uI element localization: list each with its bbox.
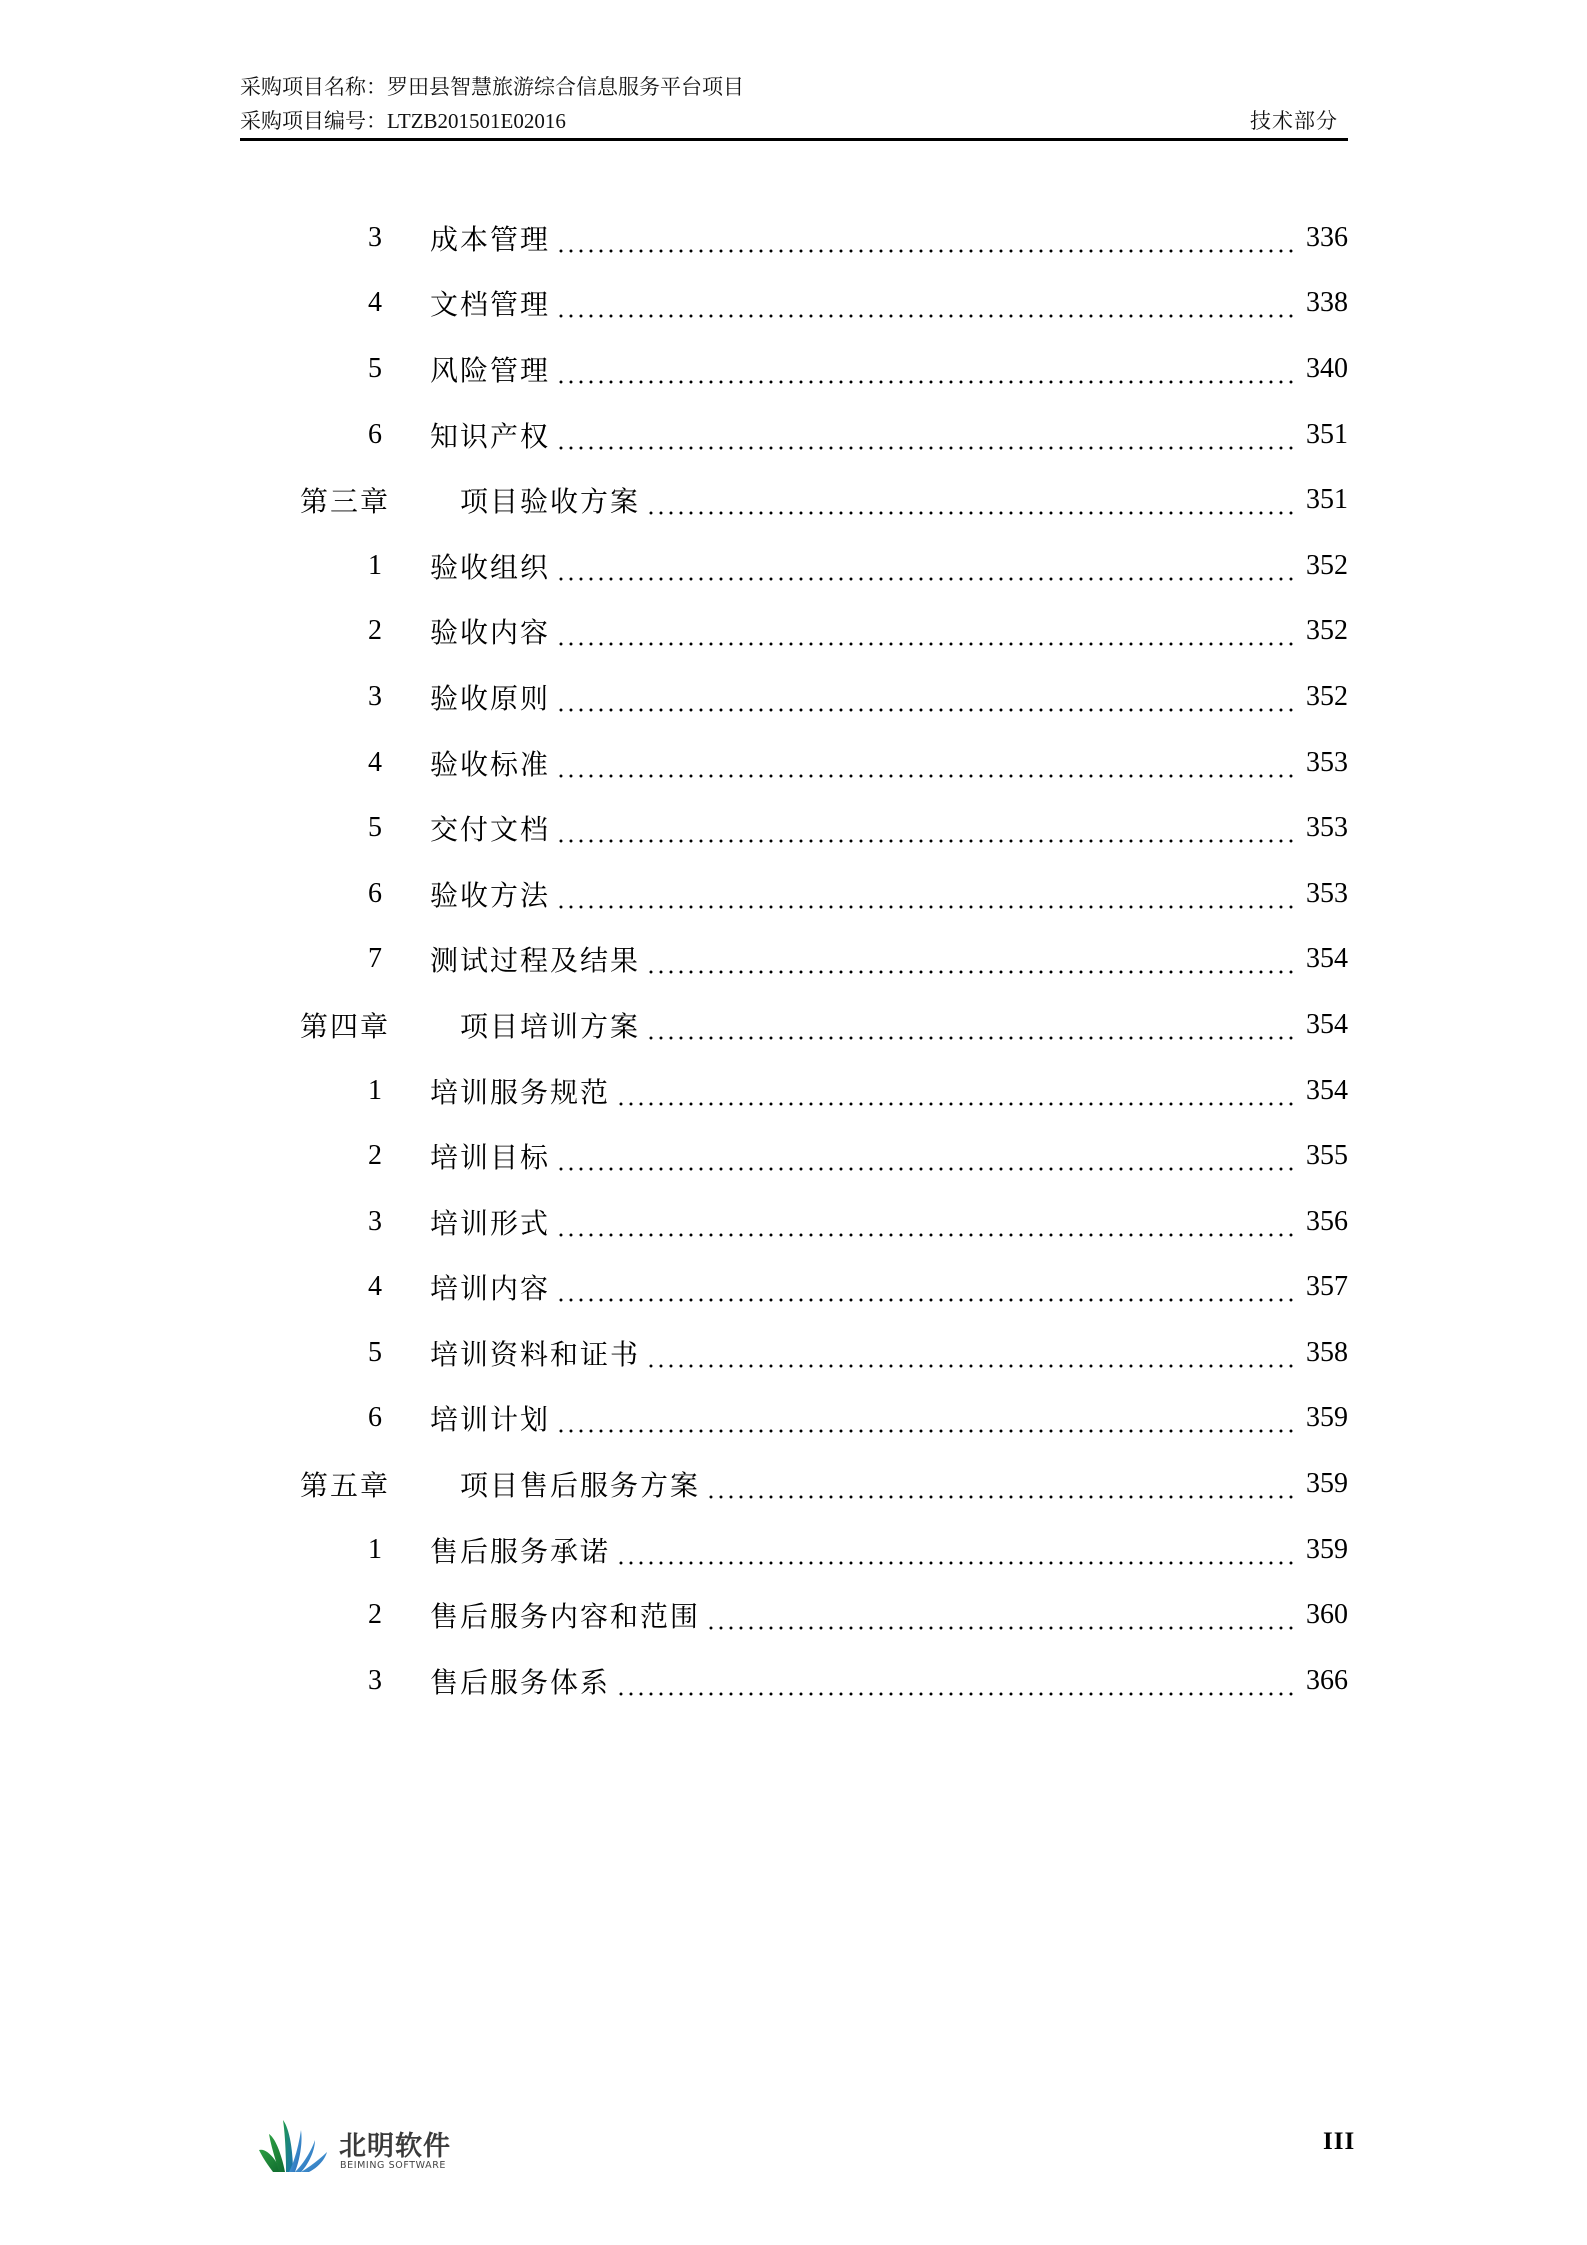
toc-entry-number: 4 <box>368 287 382 319</box>
dot-leader <box>616 1669 1294 1697</box>
toc-section-entry[interactable] <box>300 1255 1348 1321</box>
toc-section-entry[interactable] <box>300 336 1348 402</box>
toc-entry-page: 366 <box>1306 1664 1348 1696</box>
toc-entry-number: 1 <box>368 549 382 581</box>
dot-leader <box>556 226 1294 254</box>
toc-entry-page: 357 <box>1306 1271 1348 1303</box>
brand-name-cn: 北明软件 <box>339 2131 451 2162</box>
toc-entry-page: 353 <box>1306 746 1348 778</box>
toc-entry-title: 验收内容 <box>430 618 551 650</box>
toc-section-entry[interactable] <box>300 1517 1348 1583</box>
table-of-contents <box>300 205 1348 1714</box>
toc-entry-title: 项目验收方案 <box>460 487 641 519</box>
toc-entry-page: 354 <box>1306 1008 1348 1040</box>
toc-section-entry[interactable] <box>300 402 1348 468</box>
toc-entry-number: 1 <box>368 1533 382 1565</box>
dot-leader <box>556 423 1294 451</box>
toc-section-entry[interactable] <box>300 271 1348 337</box>
toc-entry-page: 354 <box>1306 943 1348 975</box>
dot-leader <box>556 1406 1294 1434</box>
toc-entry-number: 5 <box>368 812 382 844</box>
toc-entry-title: 验收原则 <box>430 683 551 715</box>
toc-entry-page: 356 <box>1306 1205 1348 1237</box>
toc-entry-title: 验收方法 <box>430 880 551 912</box>
toc-entry-page: 336 <box>1306 221 1348 253</box>
toc-entry-number: 3 <box>368 1205 382 1237</box>
toc-section-entry[interactable] <box>300 599 1348 665</box>
toc-entry-title: 文档管理 <box>430 290 551 322</box>
toc-entry-number: 7 <box>368 943 382 975</box>
toc-entry-number: 3 <box>368 1664 382 1696</box>
dot-leader <box>556 291 1294 319</box>
brand-name-en: BEIMING SOFTWARE <box>340 2160 446 2171</box>
toc-entry-page: 360 <box>1306 1599 1348 1631</box>
project-number: 采购项目编号：LTZB201501E02016 <box>240 109 566 133</box>
toc-entry-page: 352 <box>1306 549 1348 581</box>
toc-section-entry[interactable] <box>300 533 1348 599</box>
toc-section-entry[interactable] <box>300 1648 1348 1714</box>
company-logo <box>255 2118 485 2178</box>
toc-entry-title: 培训内容 <box>430 1274 551 1306</box>
toc-entry-title: 交付文档 <box>430 815 551 847</box>
dot-leader <box>646 1341 1294 1369</box>
toc-entry-title: 培训服务规范 <box>430 1077 611 1109</box>
toc-entry-title: 测试过程及结果 <box>430 946 641 978</box>
section-label: 技术部分 <box>1250 109 1338 133</box>
toc-entry-number: 6 <box>368 1402 382 1434</box>
toc-entry-number: 6 <box>368 877 382 909</box>
toc-entry-number: 第四章 <box>300 1011 391 1043</box>
toc-entry-page: 353 <box>1306 877 1348 909</box>
dot-leader <box>556 1275 1294 1303</box>
toc-entry-title: 售后服务内容和范围 <box>430 1602 701 1634</box>
toc-chapter-entry[interactable] <box>300 992 1348 1058</box>
toc-section-entry[interactable] <box>300 1189 1348 1255</box>
toc-entry-title: 售后服务承诺 <box>430 1536 611 1568</box>
toc-entry-number: 3 <box>368 221 382 253</box>
toc-section-entry[interactable] <box>300 664 1348 730</box>
dot-leader <box>556 1210 1294 1238</box>
toc-entry-page: 351 <box>1306 418 1348 450</box>
dot-leader <box>556 619 1294 647</box>
toc-section-entry[interactable] <box>300 1320 1348 1386</box>
toc-entry-number: 1 <box>368 1074 382 1106</box>
toc-entry-number: 第五章 <box>300 1471 391 1503</box>
toc-entry-page: 359 <box>1306 1533 1348 1565</box>
toc-entry-page: 340 <box>1306 352 1348 384</box>
toc-entry-number: 2 <box>368 1140 382 1172</box>
toc-entry-title: 培训计划 <box>430 1405 551 1437</box>
dot-leader <box>646 488 1294 516</box>
toc-entry-title: 成本管理 <box>430 224 551 256</box>
toc-entry-title: 项目培训方案 <box>460 1011 641 1043</box>
dot-leader <box>646 1013 1294 1041</box>
dot-leader <box>706 1603 1294 1631</box>
dot-leader <box>556 357 1294 385</box>
beiming-leaf-logo-icon <box>255 2118 331 2174</box>
toc-entry-number: 5 <box>368 1336 382 1368</box>
toc-entry-title: 验收标准 <box>430 749 551 781</box>
toc-section-entry[interactable] <box>300 795 1348 861</box>
toc-entry-page: 354 <box>1306 1074 1348 1106</box>
page-header <box>240 72 1348 142</box>
dot-leader <box>556 882 1294 910</box>
dot-leader <box>646 947 1294 975</box>
toc-section-entry[interactable] <box>300 1386 1348 1452</box>
toc-entry-number: 2 <box>368 615 382 647</box>
page-number: III <box>1323 2128 1356 2155</box>
toc-entry-title: 培训资料和证书 <box>430 1339 641 1371</box>
dot-leader <box>556 816 1294 844</box>
toc-entry-page: 351 <box>1306 484 1348 516</box>
toc-section-entry[interactable] <box>300 1058 1348 1124</box>
dot-leader <box>556 685 1294 713</box>
toc-entry-page: 355 <box>1306 1140 1348 1172</box>
toc-section-entry[interactable] <box>300 1123 1348 1189</box>
toc-section-entry[interactable] <box>300 205 1348 271</box>
toc-entry-title: 验收组织 <box>430 552 551 584</box>
toc-section-entry[interactable] <box>300 927 1348 993</box>
dot-leader <box>616 1538 1294 1566</box>
toc-entry-number: 4 <box>368 1271 382 1303</box>
project-name: 采购项目名称：罗田县智慧旅游综合信息服务平台项目 <box>240 75 744 99</box>
toc-entry-page: 359 <box>1306 1468 1348 1500</box>
toc-section-entry[interactable] <box>300 1582 1348 1648</box>
header-divider <box>240 138 1348 141</box>
toc-entry-page: 359 <box>1306 1402 1348 1434</box>
toc-chapter-entry[interactable] <box>300 467 1348 533</box>
toc-entry-title: 知识产权 <box>430 421 551 453</box>
dot-leader <box>706 1472 1294 1500</box>
toc-section-entry[interactable] <box>300 861 1348 927</box>
toc-entry-number: 第三章 <box>300 487 391 519</box>
toc-entry-number: 6 <box>368 418 382 450</box>
toc-section-entry[interactable] <box>300 730 1348 796</box>
toc-entry-title: 风险管理 <box>430 355 551 387</box>
toc-entry-page: 353 <box>1306 812 1348 844</box>
toc-entry-page: 352 <box>1306 615 1348 647</box>
toc-entry-number: 3 <box>368 680 382 712</box>
dot-leader <box>616 1079 1294 1107</box>
toc-entry-title: 培训目标 <box>430 1143 551 1175</box>
toc-entry-title: 售后服务体系 <box>430 1667 611 1699</box>
toc-entry-page: 338 <box>1306 287 1348 319</box>
toc-entry-number: 4 <box>368 746 382 778</box>
toc-entry-number: 2 <box>368 1599 382 1631</box>
toc-entry-page: 358 <box>1306 1336 1348 1368</box>
toc-chapter-entry[interactable] <box>300 1451 1348 1517</box>
toc-entry-page: 352 <box>1306 680 1348 712</box>
toc-entry-number: 5 <box>368 352 382 384</box>
toc-entry-title: 项目售后服务方案 <box>460 1471 701 1503</box>
dot-leader <box>556 751 1294 779</box>
dot-leader <box>556 554 1294 582</box>
dot-leader <box>556 1144 1294 1172</box>
toc-entry-title: 培训形式 <box>430 1208 551 1240</box>
